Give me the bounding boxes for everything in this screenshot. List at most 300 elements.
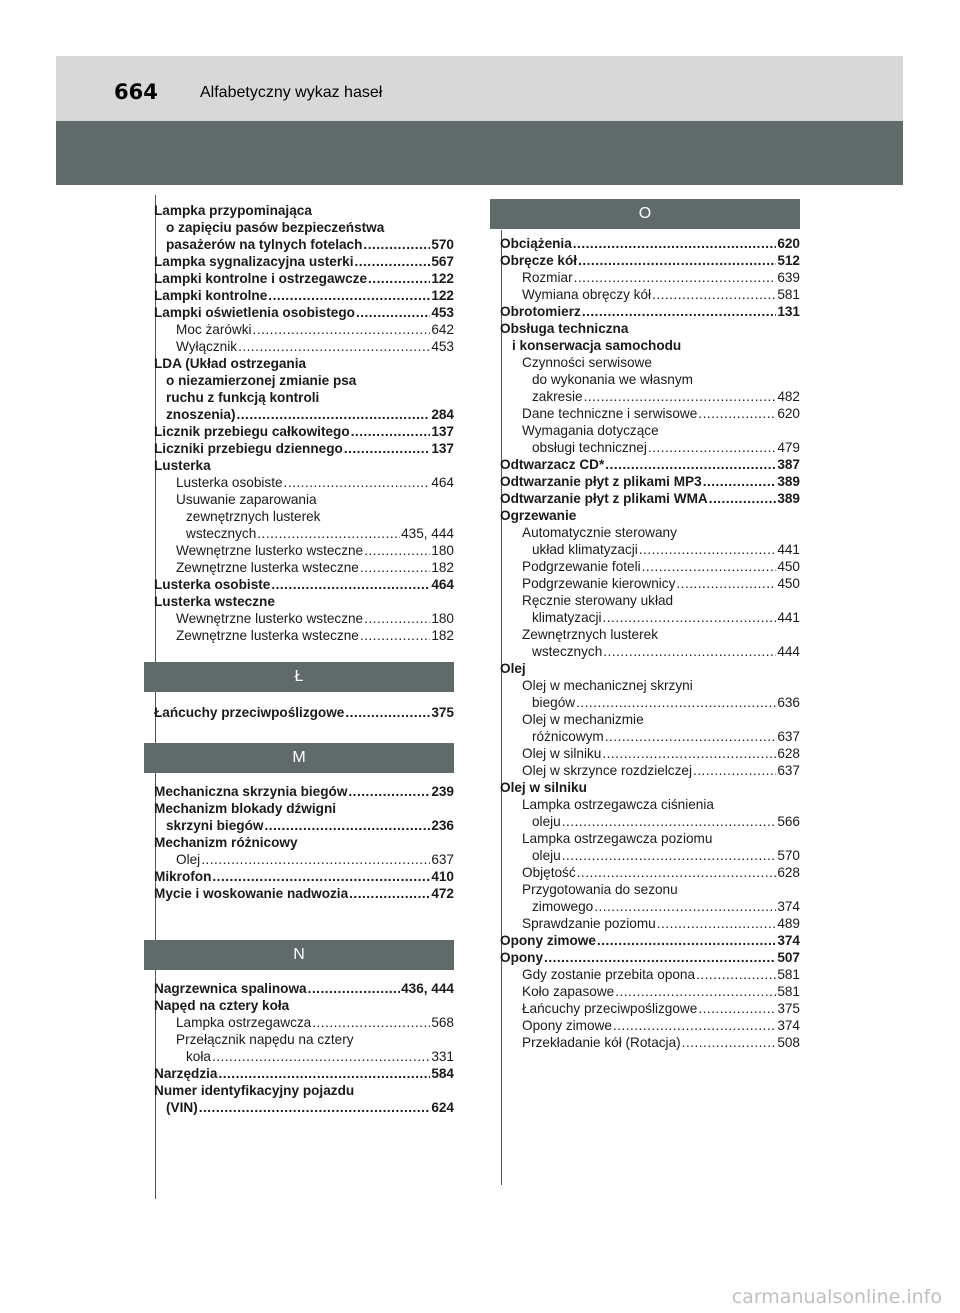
page-reference: 472 (431, 886, 454, 901)
page-reference: 444 (777, 644, 800, 659)
index-entry (154, 980, 454, 997)
index-entry (500, 592, 800, 609)
index-term: Dane techniczne i serwisowe (522, 406, 698, 421)
index-entry (500, 847, 800, 864)
index-term: biegów (532, 695, 576, 710)
index-entry (500, 949, 800, 966)
page-reference: 375 (777, 1001, 800, 1016)
index-entry (500, 694, 800, 711)
index-term: Obsługa techniczna (500, 321, 629, 336)
index-term: Olej (500, 661, 526, 676)
page-reference: 389 (777, 474, 800, 489)
index-term: Przygotowania do sezonu (522, 882, 678, 897)
index-entry (500, 966, 800, 983)
dot-leader (312, 1014, 430, 1031)
index-term: Opony zimowe (522, 1018, 612, 1033)
index-term: Lampka ostrzegawcza (176, 1015, 312, 1030)
index-term: Lusterka (154, 458, 211, 473)
dot-leader (584, 388, 777, 405)
index-term: układ klimatyzacji (532, 542, 638, 557)
page-reference: 453 (431, 339, 454, 354)
index-entry (500, 830, 800, 847)
dot-leader (364, 610, 430, 627)
page-reference: 450 (777, 559, 800, 574)
page-reference: 450 (777, 576, 800, 591)
index-entry (154, 610, 454, 627)
dot-leader (602, 745, 776, 762)
page-reference: 464 (431, 577, 454, 592)
index-term: Wewnętrzne lusterko wsteczne (176, 611, 364, 626)
index-term: Lampka ostrzegawcza poziomu (522, 831, 713, 846)
index-entry (500, 779, 800, 796)
index-entry (500, 541, 800, 558)
index-entry (500, 439, 800, 456)
index-entry (500, 915, 800, 932)
page-reference: 435, 444 (401, 526, 454, 541)
index-term: Przełącznik napędu na cztery (176, 1032, 354, 1047)
index-term: obsługi technicznej (532, 440, 647, 455)
index-entry (154, 321, 454, 338)
page-header (56, 56, 903, 121)
dot-leader (264, 817, 430, 834)
index-term: Wymiana obręczy kół (522, 287, 652, 302)
index-entry (500, 898, 800, 915)
index-term: Liczniki przebiegu dziennego (154, 441, 343, 456)
index-term: Koło zapasowe (522, 984, 615, 999)
index-entry (500, 490, 800, 507)
index-entry (154, 270, 454, 287)
index-entry (500, 762, 800, 779)
dot-leader (349, 885, 430, 902)
dot-leader (257, 525, 400, 542)
index-term: Opony (500, 950, 544, 965)
index-term: Obciążenia (500, 236, 572, 251)
page-reference: 137 (431, 441, 454, 456)
index-term: Lampki oświetlenia osobistego (154, 305, 355, 320)
dot-leader (201, 851, 430, 868)
page-reference: 137 (431, 424, 454, 439)
page-reference: 180 (431, 611, 454, 626)
index-entry (154, 868, 454, 885)
index-term: Ręcznie sterowany układ (522, 593, 674, 608)
index-entry (500, 677, 800, 694)
index-entry (154, 355, 454, 372)
index-term: Zewnętrzne lusterka wsteczne (176, 560, 359, 575)
index-term: Olej w mechanizmie (522, 712, 644, 727)
dot-leader (615, 983, 776, 1000)
index-column-left (154, 202, 454, 1116)
index-term: Olej w silniku (522, 746, 602, 761)
index-entry (500, 813, 800, 830)
index-term: Olej w silniku (500, 780, 587, 795)
dot-leader (603, 609, 777, 626)
index-term: Czynności serwisowe (522, 355, 652, 370)
page-reference: 568 (431, 1015, 454, 1030)
dot-leader (613, 1017, 776, 1034)
index-term: Mikrofon (154, 869, 212, 884)
dot-leader (562, 847, 777, 864)
index-entry (154, 576, 454, 593)
dot-leader (199, 1099, 431, 1116)
page-reference: 410 (431, 869, 454, 884)
page-reference: 453 (431, 305, 454, 320)
page-reference: 284 (431, 407, 454, 422)
index-entry (154, 372, 454, 389)
page-reference: 482 (777, 389, 800, 404)
index-entry (154, 817, 454, 834)
section-header-n: N (144, 940, 454, 970)
dot-leader (344, 440, 430, 457)
index-entry (500, 371, 800, 388)
index-term: Odtwarzanie płyt z plikami WMA (500, 491, 708, 506)
index-term: Mechanizm blokady dźwigni (154, 801, 337, 816)
index-entry (500, 303, 800, 320)
dot-leader (605, 456, 776, 473)
index-entry (500, 881, 800, 898)
page-reference: 508 (777, 1035, 800, 1050)
index-entry (154, 1031, 454, 1048)
dot-leader (639, 541, 777, 558)
index-entry (154, 542, 454, 559)
index-term: Licznik przebiegu całkowitego (154, 424, 350, 439)
dot-leader (271, 576, 430, 593)
dot-leader (698, 1000, 776, 1017)
dot-leader (351, 423, 431, 440)
index-entry (154, 800, 454, 817)
index-entry (154, 202, 454, 219)
index-term: oleju (532, 814, 561, 829)
index-entry (154, 834, 454, 851)
index-term: Lusterka osobiste (176, 475, 283, 490)
page-reference: 507 (777, 950, 800, 965)
page-reference: 464 (431, 475, 454, 490)
index-entry (500, 575, 800, 592)
index-entry (500, 626, 800, 643)
index-term: Zewnętrzne lusterka wsteczne (176, 628, 359, 643)
index-term: Opony zimowe (500, 933, 596, 948)
index-entry (500, 609, 800, 626)
index-entry (154, 783, 454, 800)
index-term: Zewnętrznych lusterek (522, 627, 658, 642)
page-reference: 620 (777, 406, 800, 421)
index-term: koła (186, 1049, 211, 1064)
dot-leader (648, 439, 776, 456)
page-reference: 639 (777, 270, 800, 285)
dot-leader (703, 473, 777, 490)
index-term: zewnętrznych lusterek (186, 509, 321, 524)
page-reference: 182 (431, 628, 454, 643)
index-entry (154, 338, 454, 355)
section-header-m: M (144, 743, 454, 773)
index-term: Olej w mechanicznej skrzyni (522, 678, 693, 693)
page-title: Alfabetyczny wykaz haseł (200, 84, 383, 101)
dot-leader (253, 321, 431, 338)
index-entry (500, 354, 800, 371)
index-entry (500, 269, 800, 286)
index-entry (154, 627, 454, 644)
page-reference: 122 (431, 271, 454, 286)
dot-leader (562, 813, 777, 830)
page-reference: 389 (777, 491, 800, 506)
page-reference: 637 (431, 852, 454, 867)
index-term: Lampka ostrzegawcza ciśnienia (522, 797, 714, 812)
dot-leader (218, 1065, 430, 1082)
watermark: carmanualsonline.info (731, 1286, 942, 1308)
dot-leader (657, 915, 777, 932)
index-entry (154, 457, 454, 474)
dot-leader (544, 949, 776, 966)
index-entry (500, 405, 800, 422)
dot-leader (676, 575, 776, 592)
page-reference: 636 (777, 695, 800, 710)
index-term: Nagrzewnica spalinowa (154, 981, 307, 996)
dot-leader (696, 966, 776, 983)
page-reference: 628 (777, 865, 800, 880)
dot-leader (268, 287, 430, 304)
page-reference: 374 (777, 899, 800, 914)
page-reference: 182 (431, 560, 454, 575)
index-term: Lusterka osobiste (154, 577, 271, 592)
index-term: Sprawdzanie poziomu (522, 916, 656, 931)
index-entry (500, 932, 800, 949)
index-term: Obręcze kół (500, 253, 578, 268)
index-term: ruchu z funkcją kontroli (166, 390, 320, 405)
dot-leader (682, 1034, 777, 1051)
index-entry (154, 997, 454, 1014)
index-entry (500, 864, 800, 881)
index-term: Moc żarówki (176, 322, 252, 337)
index-term: Lampka sygnalizacyjna usterki (154, 254, 354, 269)
index-term: Wyłącznik (176, 339, 238, 354)
index-entry (500, 711, 800, 728)
index-entry (154, 704, 454, 721)
index-entry (154, 219, 454, 236)
dot-leader (642, 558, 777, 575)
index-term: Gdy zostanie przebita opona (522, 967, 696, 982)
dot-leader (364, 542, 430, 559)
index-entry (500, 507, 800, 524)
index-entry (154, 1065, 454, 1082)
index-term: Odtwarzacz CD* (500, 457, 605, 472)
index-term: pasażerów na tylnych fotelach (166, 237, 363, 252)
index-term: Podgrzewanie kierownicy (522, 576, 676, 591)
index-term: Podgrzewanie foteli (522, 559, 641, 574)
index-term: Lampki kontrolne (154, 288, 268, 303)
dot-leader (345, 704, 430, 721)
index-term: do wykonania we własnym (532, 372, 693, 387)
index-term: Olej (176, 852, 201, 867)
index-term: Lusterka wsteczne (154, 594, 275, 609)
page-reference: 436, 444 (401, 981, 454, 996)
dot-leader (577, 864, 777, 881)
index-entry (500, 473, 800, 490)
page-reference: 374 (777, 933, 800, 948)
index-term: Mechanizm różnicowy (154, 835, 298, 850)
page-reference: 637 (777, 763, 800, 778)
index-entry (500, 983, 800, 1000)
index-entry (154, 525, 454, 542)
page-reference: 581 (777, 967, 800, 982)
page-reference: 489 (777, 916, 800, 931)
index-term: o niezamierzonej zmianie psa (166, 373, 357, 388)
index-entry (500, 337, 800, 354)
header-band (56, 121, 903, 185)
index-term: różnicowym (532, 729, 604, 744)
index-entry (154, 491, 454, 508)
index-term: Objętość (522, 865, 576, 880)
dot-leader (284, 474, 431, 491)
index-entry (154, 423, 454, 440)
page-reference: 620 (777, 236, 800, 251)
dot-leader (594, 898, 776, 915)
index-entry (154, 885, 454, 902)
index-term: skrzyni biegów (166, 818, 264, 833)
index-block-l-stroke (154, 704, 454, 721)
page-reference: 570 (777, 848, 800, 863)
index-term: Napęd na cztery koła (154, 998, 290, 1013)
index-entry (154, 253, 454, 270)
section-header-l-stroke: Ł (144, 662, 454, 692)
dot-leader (212, 868, 430, 885)
page-reference: 331 (431, 1049, 454, 1064)
index-term: Rozmiar (522, 270, 573, 285)
index-term: wstecznych (186, 526, 257, 541)
dot-leader (363, 236, 430, 253)
index-block-m (154, 783, 454, 902)
index-term: Mycie i woskowanie nadwozia (154, 886, 349, 901)
index-entry (154, 474, 454, 491)
index-entry (500, 728, 800, 745)
index-term: Łańcuchy przeciwpoślizgowe (522, 1001, 698, 1016)
page-reference: 374 (777, 1018, 800, 1033)
page-reference: 624 (431, 1100, 454, 1115)
dot-leader (237, 406, 431, 423)
dot-leader (698, 405, 776, 422)
page-reference: 584 (431, 1066, 454, 1081)
dot-leader (354, 253, 430, 270)
dot-leader (368, 270, 430, 287)
dot-leader (597, 932, 776, 949)
index-entry (154, 1082, 454, 1099)
page-reference: 131 (777, 304, 800, 319)
index-entry (500, 1034, 800, 1051)
page-reference: 637 (777, 729, 800, 744)
index-term: klimatyzacji (532, 610, 602, 625)
index-term: Mechaniczna skrzynia biegów (154, 784, 348, 799)
index-term: o zapięciu pasów bezpieczeństwa (166, 220, 385, 235)
index-entry (154, 236, 454, 253)
index-entry (500, 643, 800, 660)
index-term: Obrotomierz (500, 304, 581, 319)
index-entry (154, 406, 454, 423)
page-reference: 122 (431, 288, 454, 303)
page-reference: 375 (431, 705, 454, 720)
index-term: Wewnętrzne lusterko wsteczne (176, 543, 364, 558)
page-reference: 441 (777, 542, 800, 557)
index-entry (500, 286, 800, 303)
dot-leader (576, 694, 776, 711)
dot-leader (348, 783, 430, 800)
index-term: (VIN) (166, 1100, 198, 1115)
section-header-o: O (490, 199, 800, 229)
index-term: Ogrzewanie (500, 508, 577, 523)
index-term: zimowego (532, 899, 594, 914)
index-term: Narzędzia (154, 1066, 218, 1081)
page-reference: 570 (431, 237, 454, 252)
index-term: zakresie (532, 389, 583, 404)
dot-leader (578, 252, 776, 269)
index-entry (500, 1000, 800, 1017)
index-term: Łańcuchy przeciwpoślizgowe (154, 705, 345, 720)
dot-leader (360, 627, 430, 644)
index-entry (154, 508, 454, 525)
index-term: Olej w skrzynce rozdzielczej (522, 763, 692, 778)
index-entry (154, 559, 454, 576)
index-term: oleju (532, 848, 561, 863)
dot-leader (605, 728, 777, 745)
dot-leader (603, 643, 776, 660)
index-term: Automatycznie sterowany (522, 525, 677, 540)
page-reference: 567 (431, 254, 454, 269)
index-block-o (500, 235, 800, 1051)
page-reference: 642 (431, 322, 454, 337)
dot-leader (308, 980, 400, 997)
index-column-right (500, 199, 800, 1051)
dot-leader (238, 338, 430, 355)
dot-leader (709, 490, 777, 507)
page-reference: 387 (777, 457, 800, 472)
page-reference: 628 (777, 746, 800, 761)
page-reference: 581 (777, 984, 800, 999)
dot-leader (693, 762, 776, 779)
index-entry (154, 287, 454, 304)
index-term: Lampka przypominająca (154, 203, 312, 218)
index-entry (154, 1014, 454, 1031)
dot-leader (573, 235, 777, 252)
index-entry (500, 1017, 800, 1034)
index-entry (154, 440, 454, 457)
dot-leader (212, 1048, 430, 1065)
index-entry (500, 524, 800, 541)
index-term: LDA (Układ ostrzegania (154, 356, 307, 371)
index-term: Odtwarzanie płyt z plikami MP3 (500, 474, 702, 489)
page-reference: 479 (777, 440, 800, 455)
index-entry (154, 851, 454, 868)
index-entry (500, 320, 800, 337)
index-entry (500, 235, 800, 252)
index-block-n (154, 980, 454, 1116)
dot-leader (360, 559, 430, 576)
index-entry (500, 252, 800, 269)
dot-leader (652, 286, 776, 303)
index-term: wstecznych (532, 644, 603, 659)
index-entry (154, 593, 454, 610)
index-entry (500, 796, 800, 813)
page-number: 664 (114, 80, 158, 104)
index-term: znoszenia) (166, 407, 236, 422)
index-entry (154, 1099, 454, 1116)
index-term: Przekładanie kół (Rotacja) (522, 1035, 681, 1050)
index-term: Usuwanie zaparowania (176, 492, 317, 507)
page-reference: 180 (431, 543, 454, 558)
index-entry (154, 389, 454, 406)
page-reference: 566 (777, 814, 800, 829)
index-entry (500, 558, 800, 575)
index-entry (154, 1048, 454, 1065)
index-entry (500, 388, 800, 405)
index-term: Wymagania dotyczące (522, 423, 659, 438)
index-term: Lampki kontrolne i ostrzegawcze (154, 271, 368, 286)
